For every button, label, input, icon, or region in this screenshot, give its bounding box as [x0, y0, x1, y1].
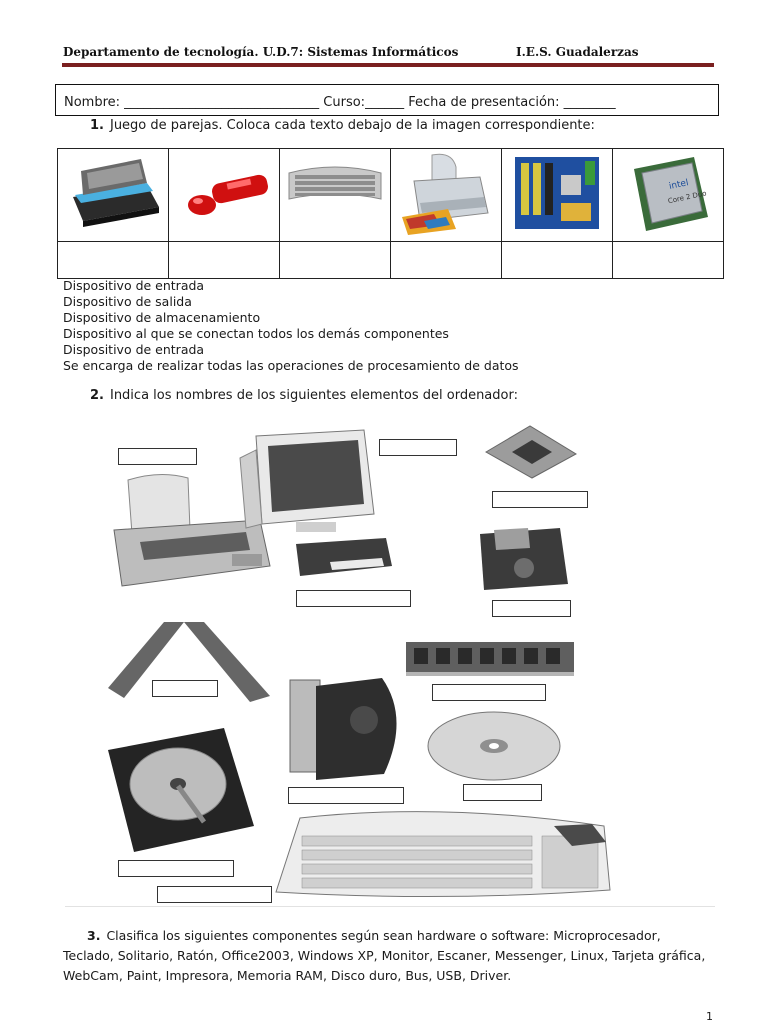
- answer-box-cable[interactable]: [152, 680, 218, 697]
- hard-drive-illustration: [104, 726, 258, 856]
- answer-cell-2[interactable]: [169, 242, 280, 279]
- pair-option: Se encarga de realizar todas las operaciones de procesamiento de datos: [63, 358, 519, 373]
- svg-text:Core 2 Duo: Core 2 Duo: [667, 189, 708, 206]
- cpu-chip-illustration: [484, 424, 578, 480]
- pair-option: Dispositivo al que se conectan todos los demás componentes: [63, 326, 449, 341]
- answer-box-cd[interactable]: [463, 784, 542, 801]
- answer-box-ram[interactable]: [432, 684, 546, 701]
- answer-cell-1[interactable]: [58, 242, 169, 279]
- pair-option: Dispositivo de almacenamiento: [63, 310, 261, 325]
- answer-cell-3[interactable]: [280, 242, 391, 279]
- answer-box-fan[interactable]: [288, 787, 404, 804]
- pair-option: Dispositivo de entrada: [63, 342, 205, 357]
- student-info-box[interactable]: Nombre: ______________________________ Curso:______ Fecha de presentación: ________: [55, 84, 719, 116]
- question-3-number: 3.: [87, 928, 101, 943]
- page-number: 1: [706, 1010, 713, 1023]
- pairs-options-list: [63, 278, 519, 374]
- question-1-number: 1.: [90, 118, 104, 133]
- pair-option: Dispositivo de salida: [63, 294, 192, 309]
- cell-printer: [391, 149, 502, 242]
- cell-processor: [613, 149, 724, 242]
- cell-usb: [169, 149, 280, 242]
- header-department: Departamento de tecnología. U.D.7: Sistemas Informáticos: [63, 45, 459, 59]
- cd-illustration: [426, 708, 564, 782]
- floppy-disk-illustration: [474, 526, 570, 592]
- processor-image: [616, 151, 720, 235]
- section-divider: [65, 906, 715, 907]
- motherboard-image: [505, 151, 609, 235]
- question-2-number: 2.: [90, 388, 104, 403]
- pair-option: Dispositivo de entrada: [63, 278, 205, 293]
- external-drive-illustration: [290, 536, 396, 580]
- cell-scanner: [58, 149, 169, 242]
- question-3: [63, 926, 715, 986]
- answer-cell-4[interactable]: [391, 242, 502, 279]
- keyboard-image: [283, 151, 387, 235]
- cell-keyboard: [280, 149, 391, 242]
- usb-drive-image: [172, 151, 276, 235]
- question-1: [90, 118, 595, 133]
- question-3-text: Clasifica los siguientes componentes según sean hardware o software: Microprocesador, Teclado, Solitario, Ratón, Office2003, Windows XP, Monitor, Escaner, Messenger, Linux, Tarjeta gráfica, WebCam, Paint, Impresora, Memoria RAM, Disco duro, Bus, USB, Driver.: [63, 928, 706, 983]
- printer-image: [394, 151, 498, 235]
- monitor-illustration: [236, 428, 378, 538]
- question-1-text: Juego de parejas. Coloca cada texto debajo de la imagen correspondiente:: [109, 118, 595, 133]
- matching-table: [57, 148, 724, 279]
- ram-module-illustration: [404, 638, 576, 680]
- answer-box-monitor[interactable]: [379, 439, 457, 456]
- answer-box-cpu[interactable]: [492, 491, 588, 508]
- question-2-text: Indica los nombres de los siguientes elementos del ordenador:: [109, 388, 518, 403]
- answer-box-keyboard[interactable]: [157, 886, 272, 903]
- header-school: I.E.S. Guadalerzas: [516, 45, 639, 59]
- scanner-image: [61, 151, 165, 235]
- answer-box-floppy[interactable]: [492, 600, 571, 617]
- header-divider: [62, 63, 714, 67]
- keyboard-illustration: [272, 806, 616, 906]
- answer-cell-5[interactable]: [502, 242, 613, 279]
- svg-text:intel: intel: [668, 178, 690, 192]
- fan-illustration: [286, 668, 412, 788]
- answer-box-hard-drive[interactable]: [118, 860, 234, 877]
- answer-cell-6[interactable]: [613, 242, 724, 279]
- cell-motherboard: [502, 149, 613, 242]
- answer-box-external-drive[interactable]: [296, 590, 411, 607]
- question-2: [90, 388, 518, 403]
- answer-box-printer[interactable]: [118, 448, 197, 465]
